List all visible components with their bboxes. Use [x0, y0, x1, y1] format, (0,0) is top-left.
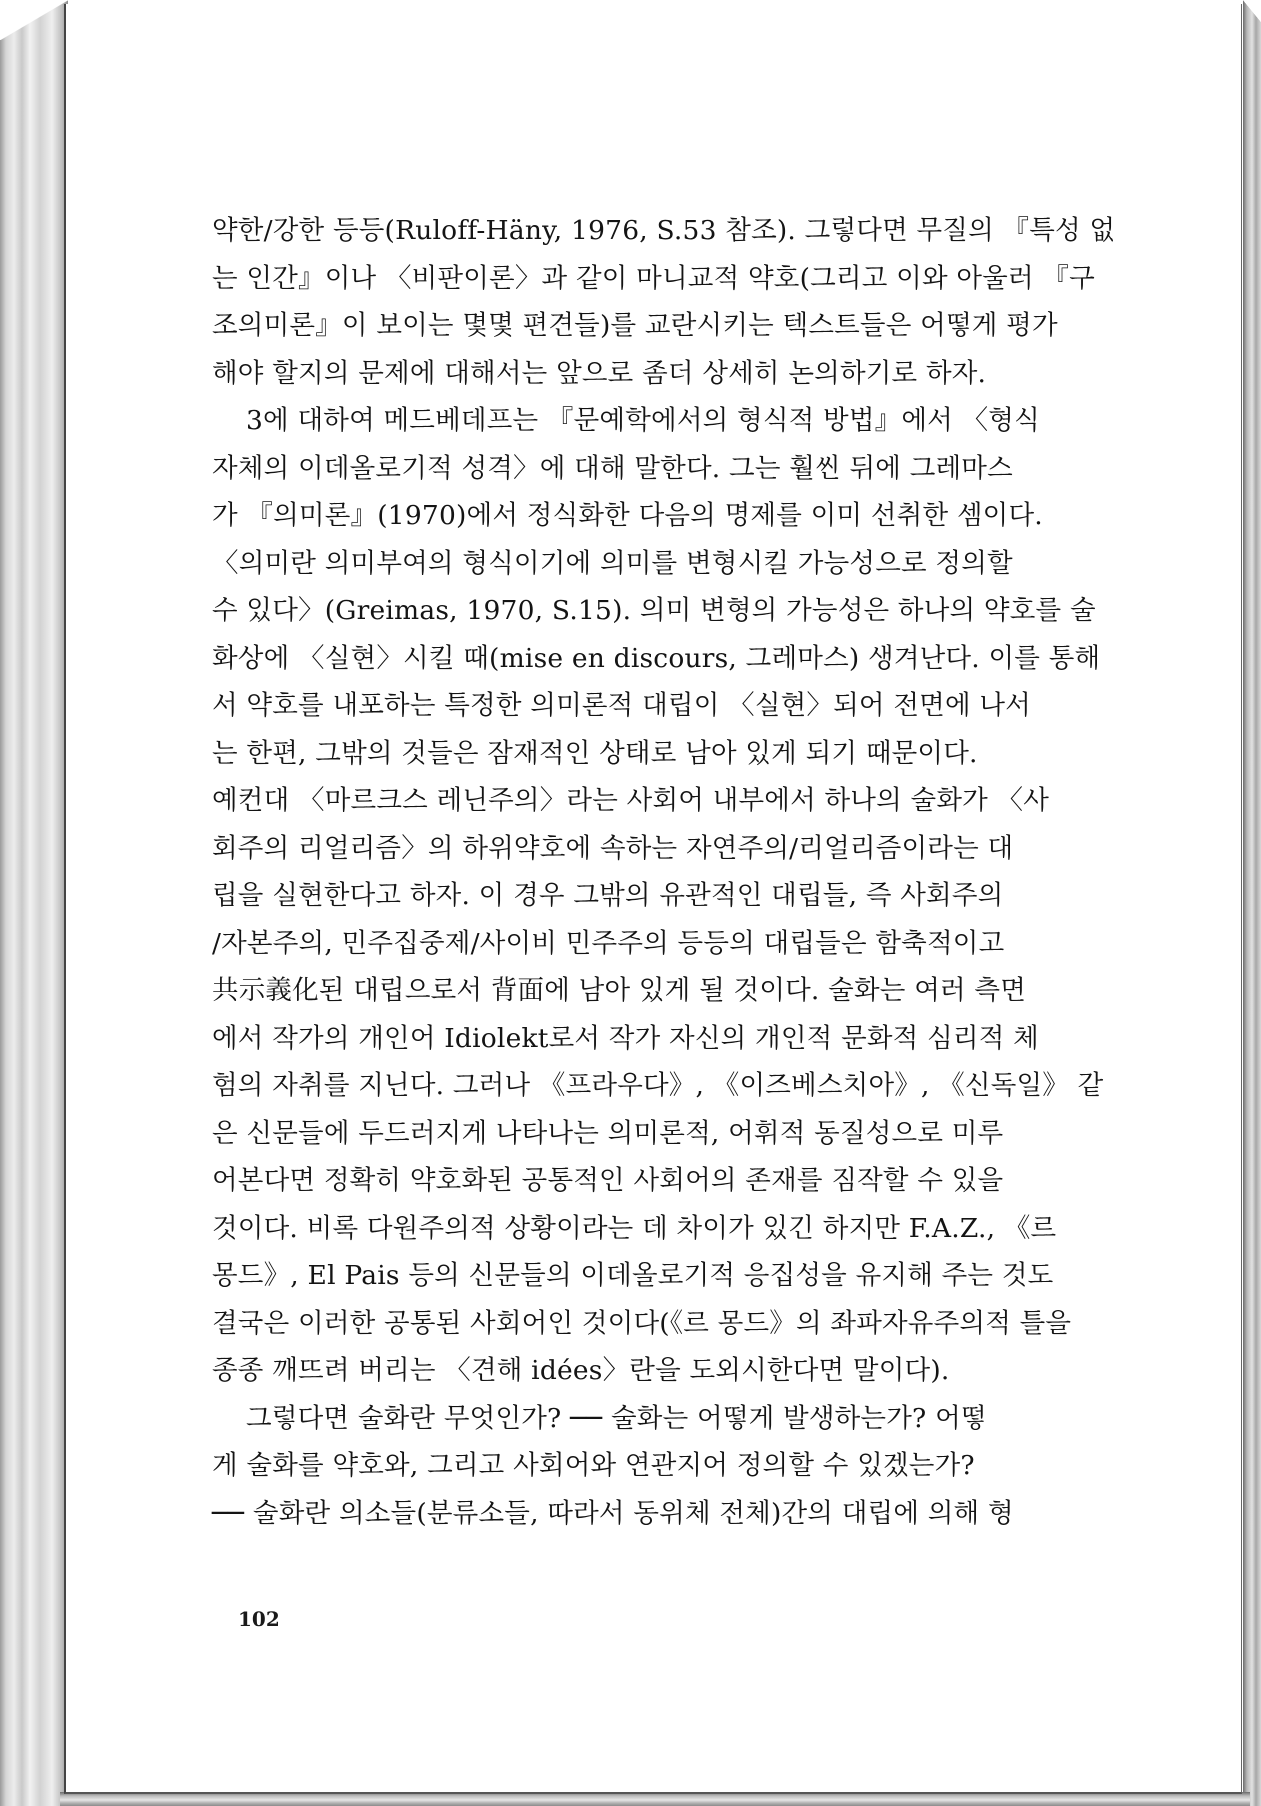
page-stack-bottom-edge: [60, 1792, 1250, 1806]
text-line: 서 약호를 내포하는 특정한 의미론적 대립이 〈실현〉되어 전면에 나서: [212, 690, 1031, 721]
page-number: 102: [238, 1607, 280, 1631]
text-line: 해야 할지의 문제에 대해서는 앞으로 좀더 상세히 논의하기로 하자.: [212, 357, 987, 389]
text-line: 은 신문들에 두드러지게 나타나는 의미론적, 어휘적 동질성으로 미루: [212, 1117, 1004, 1149]
text-line: 몽드》, El Pais 등의 신문들의 이데올로기적 응집성을 유지해 주는 것도: [212, 1260, 1054, 1291]
text-line: 험의 자취를 지닌다. 그러나 《프라우다》, 《이즈베스치아》, 《신독일》 같: [212, 1070, 1104, 1101]
text-line: 게 술화를 약호와, 그리고 사회어와 연관지어 정의할 수 있겠는가?: [212, 1450, 975, 1481]
text-line: 수 있다〉(Greimas, 1970, S.15). 의미 변형의 가능성은 하나의 약호를 술: [212, 595, 1096, 626]
text-line: 것이다. 비록 다원주의적 상황이라는 데 차이가 있긴 하지만 F.A.Z., 《르: [212, 1212, 1057, 1244]
text-line: 3에 대하여 메드베데프는 『문예학에서의 형식적 방법』에서 〈형식: [246, 405, 1040, 436]
text-line: /자본주의, 민주집중제/사이비 민주주의 등등의 대립들은 함축적이고: [212, 927, 1005, 959]
text-line: 가 『의미론』(1970)에서 정식화한 다음의 명제를 이미 선취한 셈이다.: [212, 500, 1043, 531]
text-line: 립을 실현한다고 하자. 이 경우 그밖의 유관적인 대립들, 즉 사회주의: [212, 880, 1004, 911]
text-line: 는 인간』이나 〈비판이론〉과 같이 마니교적 약호(그리고 이와 아울러 『구: [212, 262, 1095, 294]
text-line: 예컨대 〈마르크스 레닌주의〉라는 사회어 내부에서 하나의 술화가 〈사: [212, 785, 1050, 816]
text-line: 종종 깨뜨려 버리는 〈견해 idées〉란을 도외시한다면 말이다).: [212, 1355, 950, 1386]
page-corner-left: [0, 0, 68, 40]
text-line: 어본다면 정확히 약호화된 공통적인 사회어의 존재를 짐작할 수 있을: [212, 1165, 1004, 1196]
text-line: 共示義化된 대립으로서 背面에 남아 있게 될 것이다. 술화는 여러 측면: [212, 975, 1027, 1006]
text-line: 〈의미란 의미부여의 형식이기에 의미를 변형시킬 가능성으로 정의할: [212, 547, 1013, 579]
text-line: ── 술화란 의소들(분류소들, 따라서 동위체 전체)간의 대립에 의해 형: [212, 1497, 1014, 1529]
text-line: 약한/강한 등등(Ruloff-Häny, 1976, S.53 참조). 그렇다면 무질의 『특성 없: [212, 215, 1116, 246]
page-stack-right-edge: [1243, 0, 1261, 1806]
text-line: 회주의 리얼리즘〉의 하위약호에 속하는 자연주의/리얼리즘이라는 대: [212, 832, 1014, 864]
text-line: 는 한편, 그밖의 것들은 잠재적인 상태로 남아 있게 되기 때문이다.: [212, 737, 978, 769]
text-line: 자체의 이데올로기적 성격〉에 대해 말한다. 그는 훨씬 뒤에 그레마스: [212, 452, 1013, 484]
text-line: 조의미론』이 보이는 몇몇 편견들)를 교란시키는 텍스트들은 어떻게 평가: [212, 310, 1058, 341]
text-line: 그렇다면 술화란 무엇인가? ── 술화는 어떻게 발생하는가? 어떻: [246, 1402, 987, 1434]
page-stack-left-edge: [0, 0, 68, 1806]
page-corner-right: [1243, 0, 1261, 22]
text-line: 결국은 이러한 공통된 사회어인 것이다(《르 몽드》의 좌파자유주의적 틀을: [212, 1307, 1072, 1339]
body-text: [212, 207, 1118, 1537]
text-line: 에서 작가의 개인어 Idiolekt로서 작가 자신의 개인적 문화적 심리적 체: [212, 1022, 1039, 1054]
text-line: 화상에 〈실현〉시킬 때(mise en discours, 그레마스) 생겨난다. 이를 통해: [212, 642, 1101, 674]
